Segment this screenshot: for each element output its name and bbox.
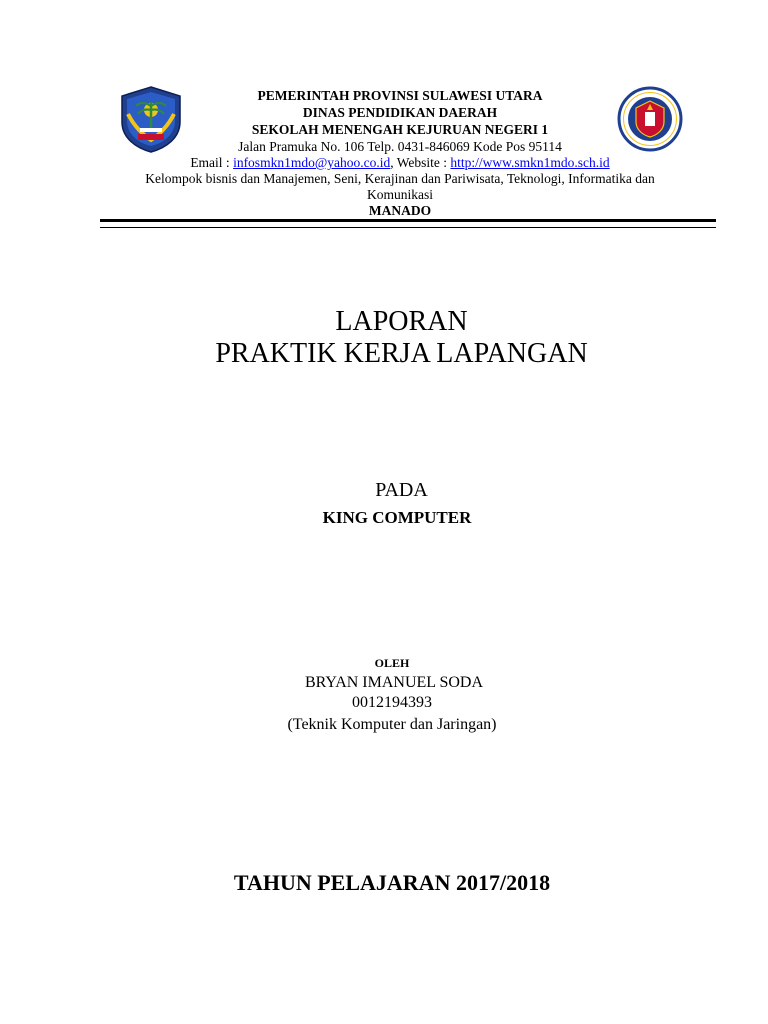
website-link[interactable]: http://www.smkn1mdo.sch.id — [450, 155, 610, 170]
email-label: Email : — [190, 155, 234, 170]
report-title: LAPORAN — [335, 306, 468, 337]
author-major: (Teknik Komputer dan Jaringan) — [287, 716, 497, 733]
email-link[interactable]: infosmkn1mdo@yahoo.co.id — [233, 155, 391, 170]
pada-label: PADA — [375, 479, 428, 501]
website-label: , Website : — [390, 155, 451, 170]
letterhead-contact — [100, 155, 700, 171]
letterhead-government: PEMERINTAH PROVINSI SULAWESI UTARA — [257, 88, 543, 103]
academic-year: TAHUN PELAJARAN 2017/2018 — [233, 870, 551, 895]
letterhead-programs-cont: Komunikasi — [367, 187, 433, 202]
letterhead-department: DINAS PENDIDIKAN DAERAH — [302, 105, 498, 120]
letterhead-city: MANADO — [368, 203, 432, 218]
letterhead-address: Jalan Pramuka No. 106 Telp. 0431-846069 Kode Pos 95114 — [238, 139, 562, 154]
author-id: 0012194393 — [352, 694, 432, 711]
report-subtitle: PRAKTIK KERJA LAPANGAN — [215, 338, 588, 369]
author-name: BRYAN IMANUEL SODA — [304, 674, 484, 691]
company-name: KING COMPUTER — [322, 508, 472, 527]
letterhead-divider-thick — [100, 219, 716, 222]
letterhead-programs: Kelompok bisnis dan Manajemen, Seni, Kerajinan dan Pariwisata, Teknologi, Informatika dan — [145, 171, 655, 186]
letterhead-divider-thin — [100, 227, 716, 228]
oleh-label: OLEH — [374, 656, 410, 670]
letterhead-school: SEKOLAH MENENGAH KEJURUAN NEGERI 1 — [251, 122, 549, 137]
